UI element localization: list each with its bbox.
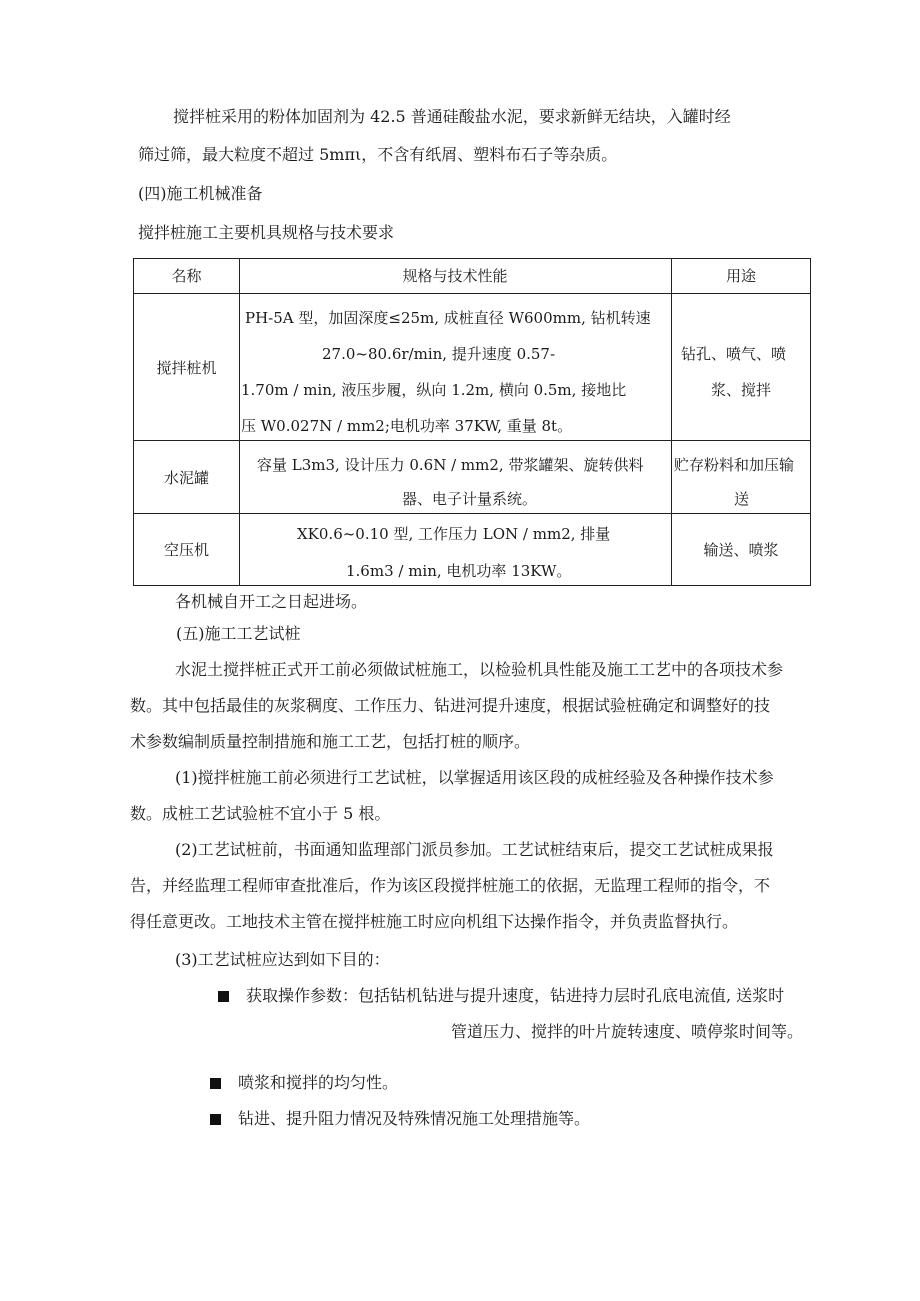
equipment-table <box>133 258 811 586</box>
intro-line-2: 筛过筛，最大粒度不超过 5mπι，不含有纸屑、塑料布石子等杂质。 <box>138 145 618 164</box>
p2-line-1: (1)搅拌桩施工前必须进行工艺试桩，以掌握适用该区段的成桩经验及各种操作技术参 <box>175 768 774 787</box>
table-row-1-use-line-2: 浆、搅拌 <box>711 381 772 399</box>
table-header-use: 用途 <box>725 267 756 285</box>
table-row-1-spec-line-4: 压 W0.027N / mm2;电机功率 37KW, 重量 8t。 <box>241 417 573 435</box>
table-header-name: 名称 <box>171 267 202 285</box>
table-row-1-spec-line-1: PH-5A 型，加固深度≤25m, 成桩直径 W600mm, 钻机转速 <box>245 309 651 327</box>
table-row-1-use-line-1: 钻孔、喷气、喷 <box>681 345 787 363</box>
table-row-3-spec-line-2: 1.6m3 / min, 电机功率 13KW。 <box>346 562 572 580</box>
bullet-square-icon <box>218 991 229 1002</box>
table-row-1-spec-line-2: 27.0~80.6r/min, 提升速度 0.57- <box>322 345 556 363</box>
table-row-3-spec-line-1: XK0.6~0.10 型, 工作压力 LON / mm2, 排量 <box>297 525 611 543</box>
table-row-3-name: 空压机 <box>163 541 209 559</box>
p1-line-1: 水泥土搅拌桩正式开工前必须做试桩施工，以检验机具性能及施工工艺中的各项技术参 <box>175 660 784 679</box>
table-header-spec: 规格与技术性能 <box>402 267 508 285</box>
table-row-2-name: 水泥罐 <box>163 469 209 487</box>
p3-line-1: (2)工艺试桩前，书面通知监理部门派员参加。工艺试桩结束后，提交工艺试桩成果报 <box>175 840 774 859</box>
table-row-2-spec-line-2: 器、电子计量系统。 <box>402 490 538 508</box>
table-row-2-spec-line-1: 容量 L3m3, 设计压力 0.6N / mm2, 带浆罐架、旋转供料 <box>257 456 644 474</box>
p1-line-2: 数。其中包括最佳的灰浆稠度、工作压力、钻进河提升速度，根据试验桩确定和调整好的技 <box>130 696 771 715</box>
bullet-1-line-1: 获取操作参数：包括钻机钻进与提升速度，钻进持力层时孔底电流值, 送浆时 <box>246 986 785 1005</box>
section-4-heading: (四)施工机械准备 <box>138 184 263 203</box>
bullet-2-line: 喷浆和搅拌的均匀性。 <box>238 1073 399 1092</box>
table-title: 搅拌桩施工主要机具规格与技术要求 <box>138 223 395 242</box>
p1-line-3: 术参数编制质量控制措施和施工工艺，包括打桩的顺序。 <box>130 732 531 751</box>
table-row-2-use-line-2: 送 <box>734 490 750 508</box>
after-table-note: 各机械自开工之日起进场。 <box>175 592 368 611</box>
p4-line: (3)工艺试桩应达到如下目的： <box>175 950 390 969</box>
p3-line-3: 得任意更改。工地技术主管在搅拌桩施工时应向机组下达操作指令，并负责监督执行。 <box>130 912 739 931</box>
table-row-1-name: 搅拌桩机 <box>156 359 217 377</box>
bullet-3-line: 钻进、提升阻力情况及特殊情况施工处理措施等。 <box>238 1109 591 1128</box>
p3-line-2: 告，并经监理工程师审查批准后，作为该区段搅拌桩施工的依据，无监理工程师的指令，不 <box>130 876 771 895</box>
bullet-square-icon <box>210 1114 221 1125</box>
p2-line-2: 数。成桩工艺试验桩不宜小于 5 根。 <box>130 804 391 823</box>
table-row-1-spec-line-3: 1.70m / min, 液压步履，纵向 1.2m, 横向 0.5m, 接地比 <box>241 381 627 399</box>
intro-line-1: 搅拌桩采用的粉体加固剂为 42.5 普通硅酸盐水泥，要求新鲜无结块，入罐时经 <box>173 107 731 126</box>
table-row-3-use: 输送、喷浆 <box>703 541 779 559</box>
bullet-1-line-2: 管道压力、搅拌的叶片旋转速度、喷停浆时间等。 <box>451 1022 804 1041</box>
table-row-2-use-line-1: 贮存粉料和加压输 <box>674 456 795 474</box>
section-5-heading: (五)施工工艺试桩 <box>176 624 301 643</box>
bullet-square-icon <box>210 1078 221 1089</box>
